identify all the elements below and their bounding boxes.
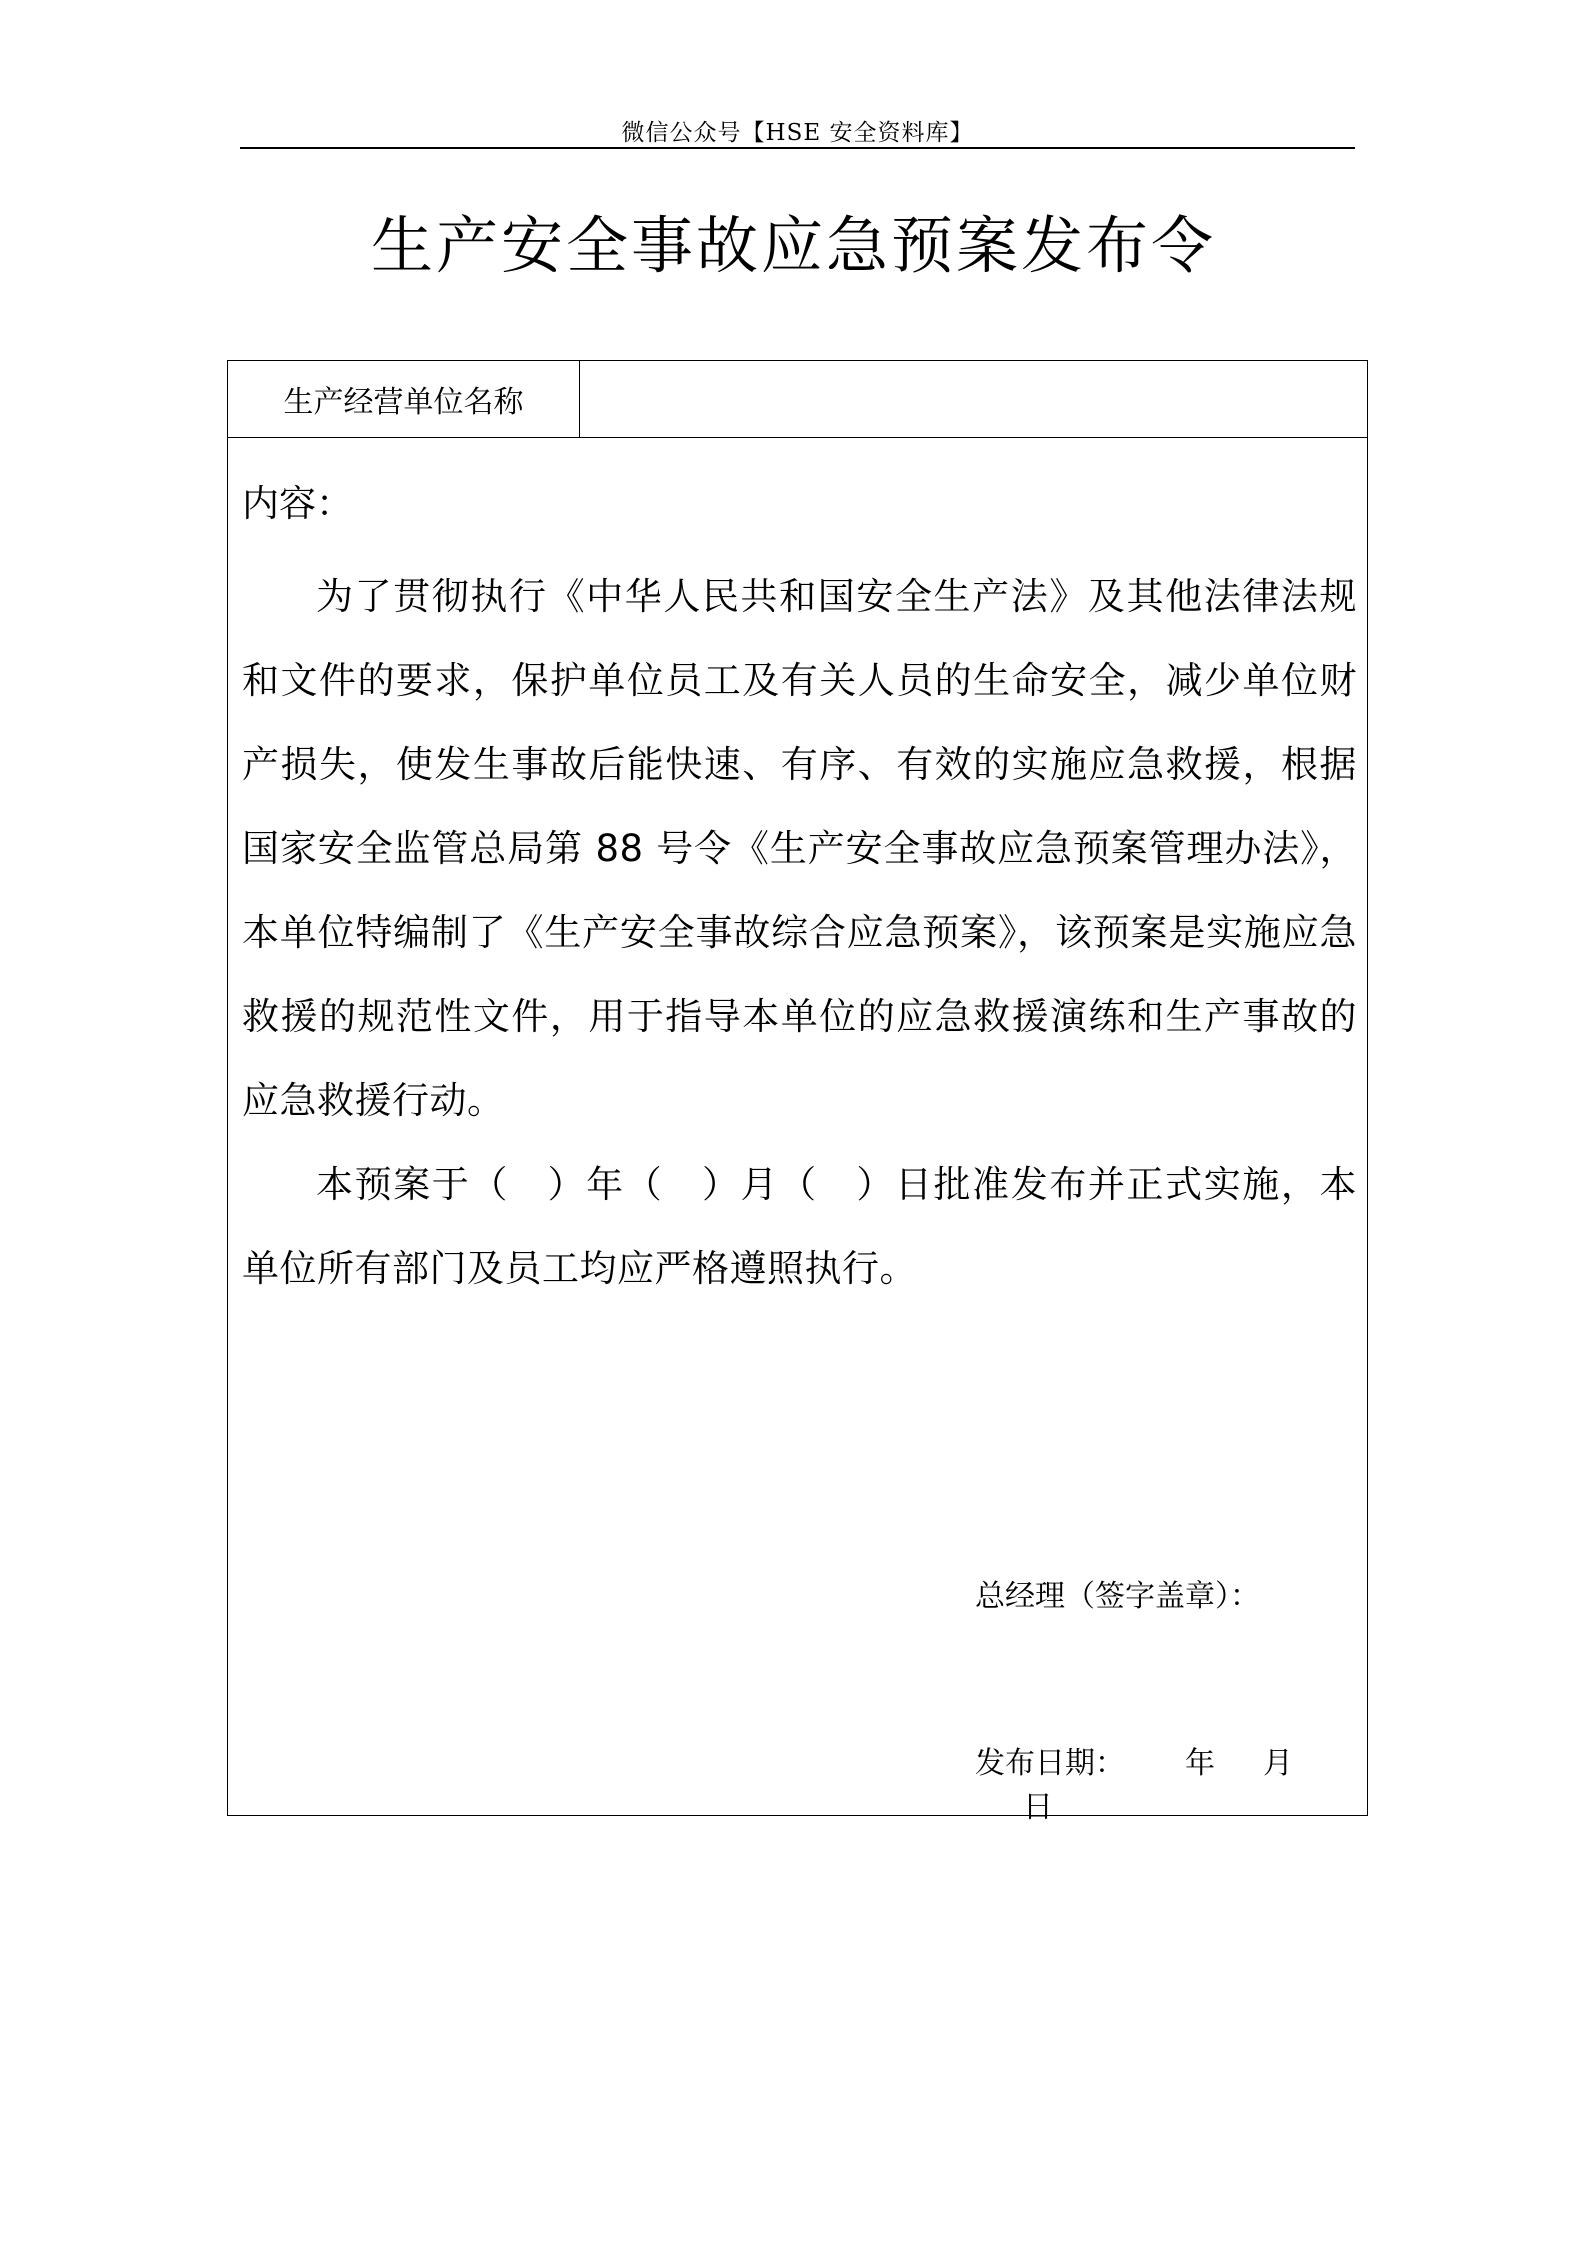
page-title: 生产安全事故应急预案发布令 [370, 209, 1216, 282]
release-order-form [227, 360, 1368, 1825]
manager-signature-label: 总经理（签字盖章）： [975, 1579, 1260, 1614]
unit-name-field[interactable] [580, 361, 1367, 437]
manager-signature-line [975, 1571, 1260, 1615]
content-paragraph-purpose: 为了贯彻执行《中华人民共和国安全生产法》及其他法律法规和文件的要求，保护单位员工及有关人员的生命安全，减少单位财产损失，使发生事故后能快速、有序、有效的实施应急救援，根据国家安全监管总局第 88 号令《生产安全事故应急预案管理办法》，本单位特编制了《生产安全事故综合应急预案》，该预案是实施应急救援的规范性文件，用于指导本单位的应急救援演练和生产事故的应急救援行动。 [242, 575, 1357, 1122]
header-divider [240, 147, 1355, 149]
release-date-year: 年 [1185, 1746, 1215, 1781]
content-label: 内容： [242, 482, 353, 525]
header-note: 微信公众号【HSE 安全资料库】 [621, 120, 974, 146]
release-date-day: 日 [1023, 1790, 1053, 1825]
release-date-label: 发布日期： [975, 1746, 1125, 1781]
unit-name-label: 生产经营单位名称 [228, 361, 580, 437]
content-paragraph-effective-date: 本预案于（ ）年（ ）月（ ）日批准发布并正式实施，本单位所有部门及员工均应严格遵照执行。 [242, 1163, 1357, 1290]
release-date-month: 月 [1263, 1746, 1293, 1781]
release-date-line [975, 1738, 1367, 1826]
unit-name-row [228, 361, 1367, 438]
content-section [242, 479, 1357, 1311]
